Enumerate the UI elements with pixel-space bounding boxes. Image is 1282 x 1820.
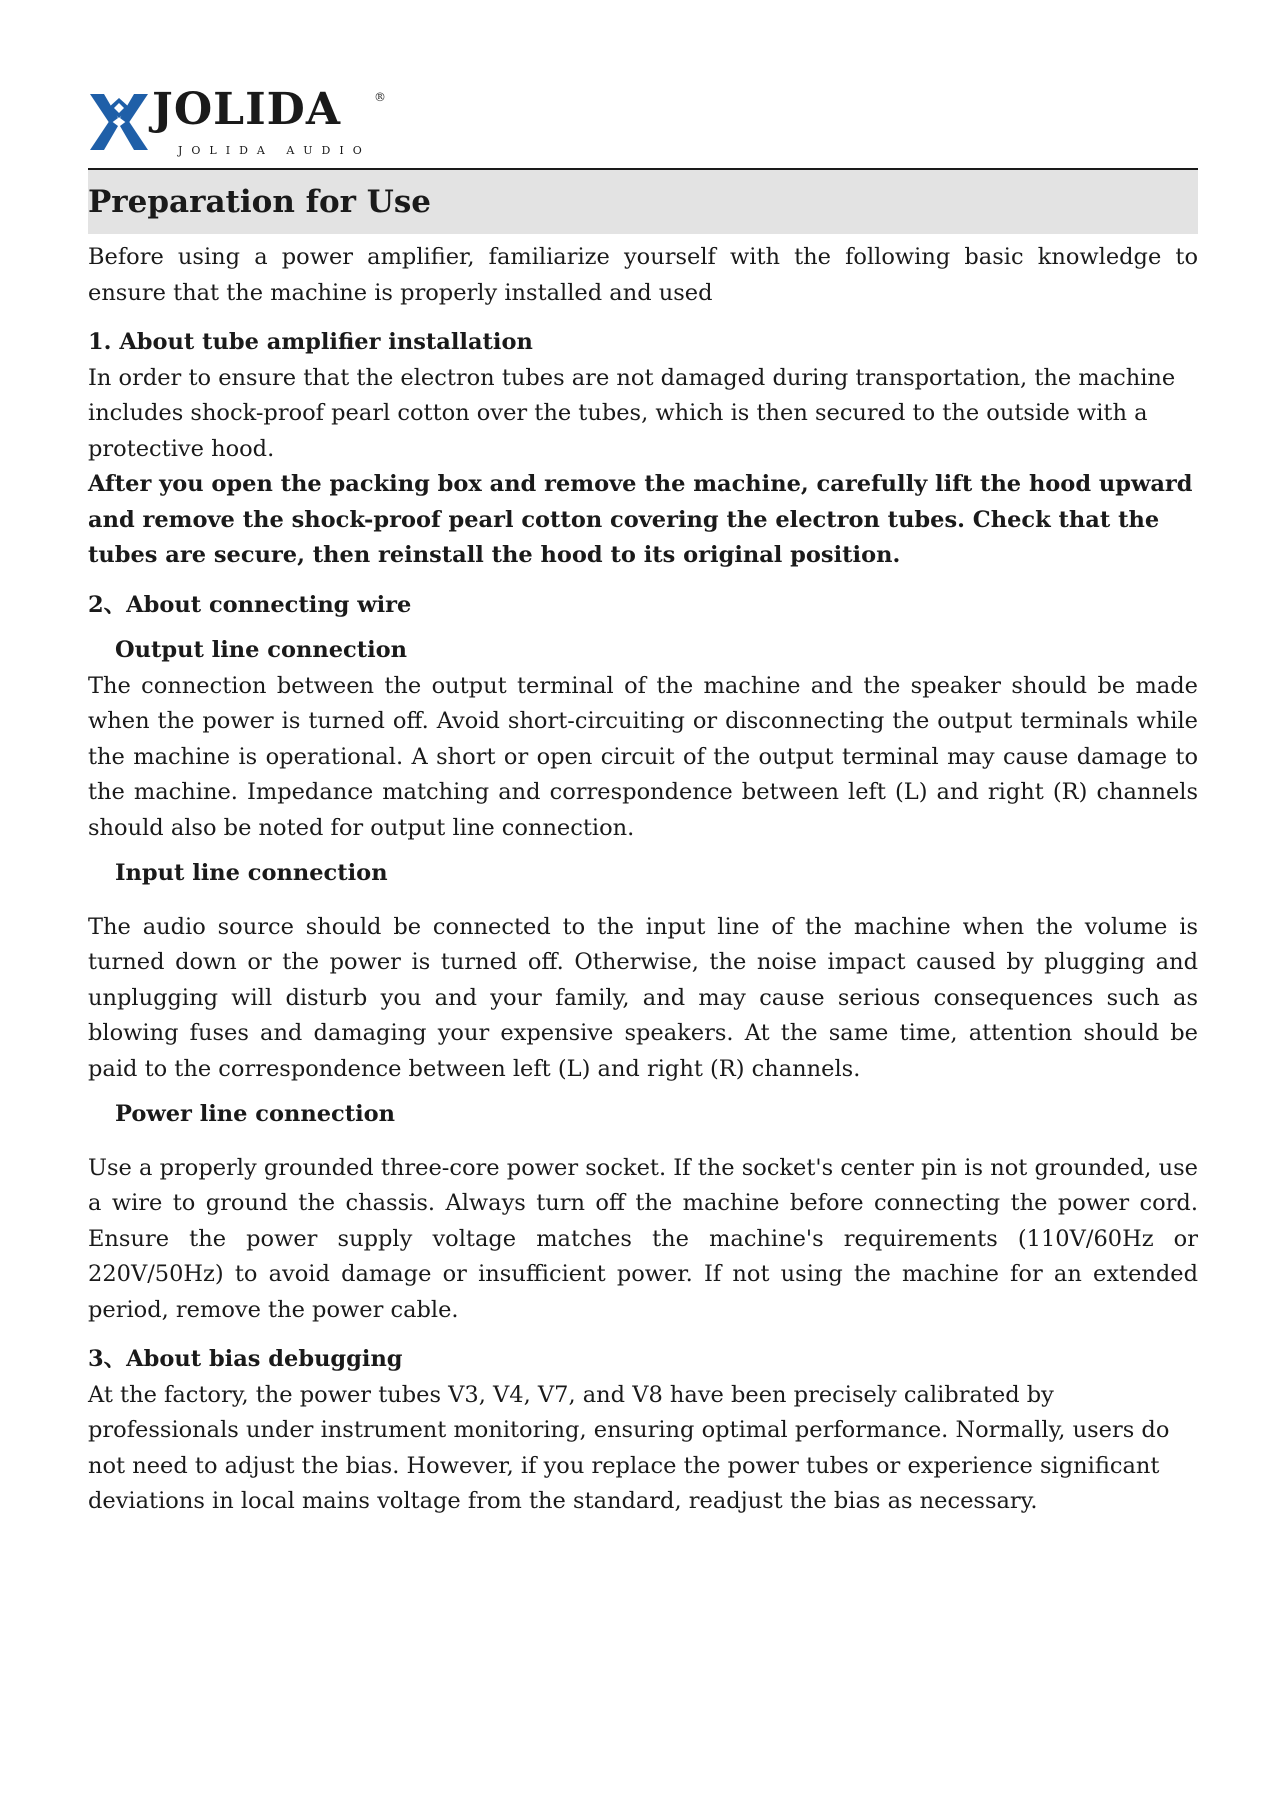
input-line-heading: Input line connection bbox=[115, 860, 388, 886]
output-line-body: The connection between the output terminal of the machine and the speaker should be made when the power is turned off. Avoid short-circuiting or disconnecting the output terminals while the machine is operational. A short or open circuit of the output terminal may cause damage to the machine. Impedance matching and correspondence between left (L) and right (R) channels should also be noted for output line connection. bbox=[88, 672, 1198, 841]
intro-paragraph: Before using a power amplifier, familiarize yourself with the following basic knowledge to ensure that the machine is properly installed and used bbox=[88, 244, 1198, 306]
output-line-heading: Output line connection bbox=[115, 637, 408, 663]
brand-name: JOLIDA bbox=[152, 84, 341, 135]
jolida-logo-icon bbox=[88, 88, 150, 154]
power-line-heading: Power line connection bbox=[115, 1101, 396, 1127]
section-1-heading: 1. About tube amplifier installation bbox=[88, 329, 533, 355]
input-line-body: The audio source should be connected to the input line of the machine when the volume is turned down or the power is turned off. Otherwise, the noise impact caused by plugging and unplugging will disturb you and your family, and may cause serious consequences such as blowing fuses and damaging your expensive speakers. At the same time, attention should be paid to the correspondence between left (L) and right (R) channels. bbox=[88, 913, 1198, 1082]
section-2-heading: 2、About connecting wire bbox=[88, 591, 412, 618]
section-1-body: In order to ensure that the electron tubes are not damaged during transportation, the machine includes shock-proof pearl cotton over the tubes, which is then secured to the outside with a protective hood. bbox=[88, 364, 1176, 462]
document-page bbox=[88, 84, 1198, 1520]
registered-mark: ® bbox=[374, 90, 386, 104]
brand-logo bbox=[88, 84, 1198, 164]
section-3-heading: 3、About bias debugging bbox=[88, 1346, 403, 1372]
title-bar bbox=[88, 168, 1198, 234]
power-line-body: Use a properly grounded three-core power socket. If the socket's center pin is not grounded, use a wire to ground the chassis. Always turn off the machine before connecting the power cord. Ensure the power supply voltage matches the machine's requirements (110V/60Hz or 220V/50Hz) to avoid damage or insufficient power. If not using the machine for an extended period, remove the power cable. bbox=[88, 1154, 1198, 1323]
brand-subtitle: JOLIDA AUDIO bbox=[178, 144, 371, 157]
section-3-body: At the factory, the power tubes V3, V4, V7, and V8 have been precisely calibrated by professionals under instrument monitoring, ensuring optimal performance. Normally, users do not need to adjust the bias. However, if you replace the power tubes or experience significant deviations in local mains voltage from the standard, readjust the bias as necessary. bbox=[88, 1381, 1170, 1514]
section-1-bold-body: After you open the packing box and remove the machine, carefully lift the hood upward and remove the shock-proof pearl cotton covering the electron tubes. Check that the tubes are secure, then reinstall the hood to its original position. bbox=[88, 471, 1193, 568]
page-title: Preparation for Use bbox=[88, 184, 431, 220]
